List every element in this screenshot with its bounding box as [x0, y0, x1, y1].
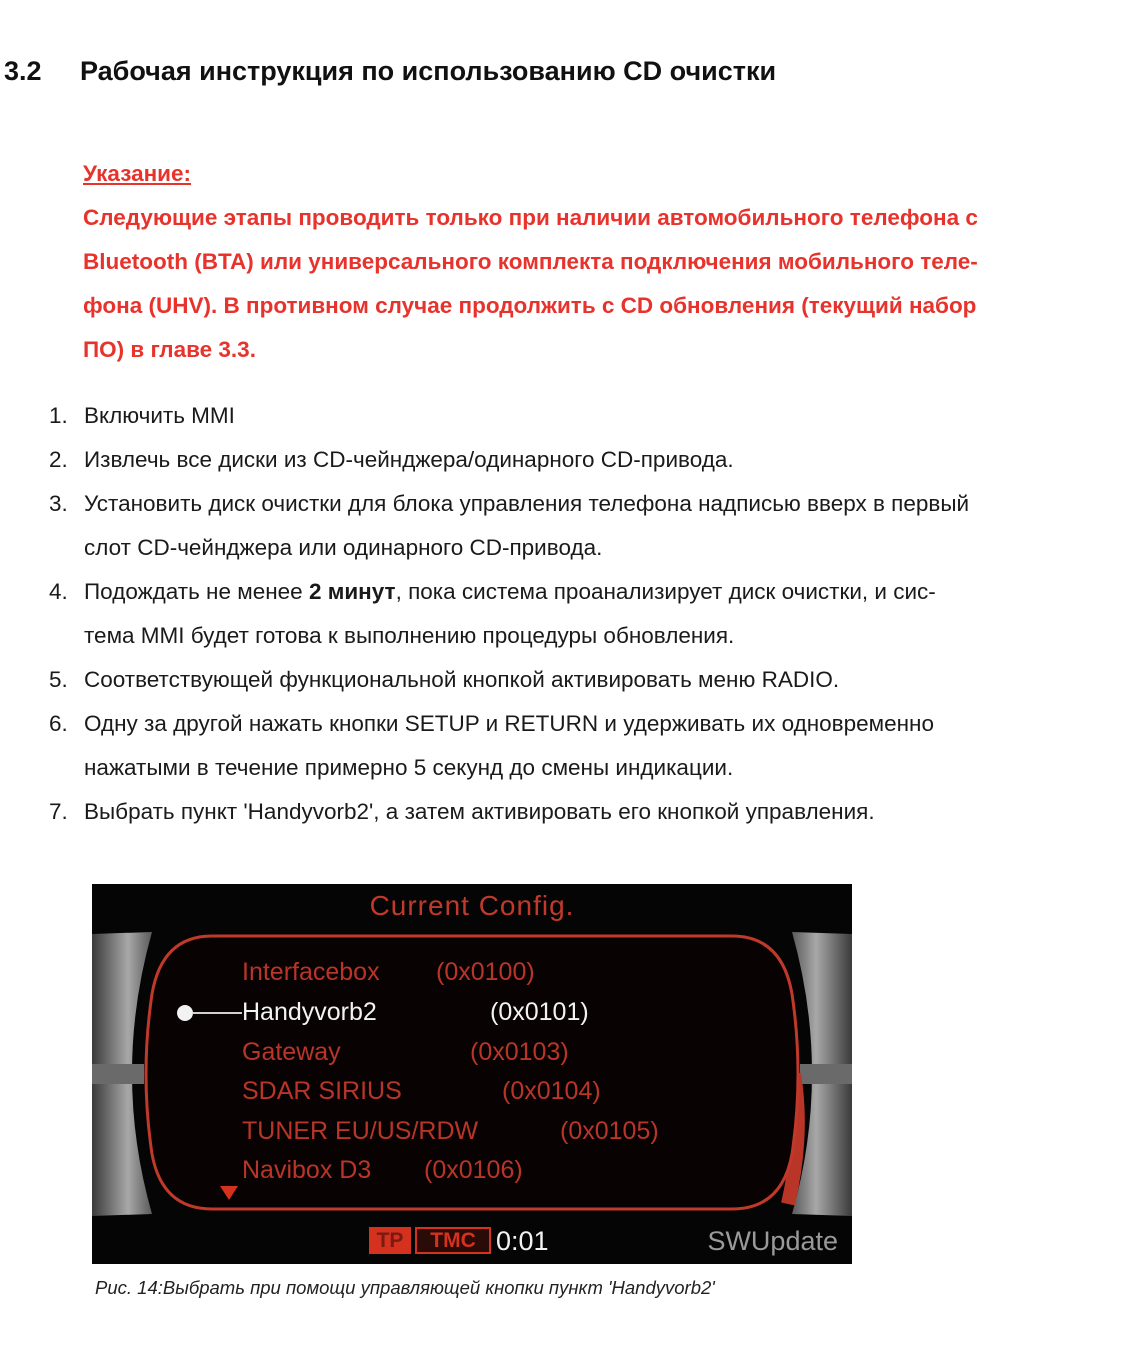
step-item: [0, 570, 1125, 658]
step-number: 2.: [49, 447, 68, 472]
menu-item-code: (0x0106): [424, 1156, 523, 1184]
step-text-post: , пока система проанализирует диск очистки, и сис-: [395, 579, 936, 604]
step-text: Установить диск очистки для блока управления телефона надписью вверх в первый: [84, 491, 970, 516]
menu-item-code: (0x0104): [502, 1077, 601, 1105]
menu-item-name: TUNER EU/US/RDW: [242, 1117, 479, 1145]
status-bar: [92, 1222, 852, 1262]
menu-item-name: Interfacebox: [242, 958, 380, 986]
status-mode: SWUpdate: [707, 1226, 838, 1256]
step-text: Включить MMI: [84, 403, 235, 428]
menu-item-code: (0x0103): [470, 1038, 569, 1066]
step-text-bold: 2 минут: [308, 579, 396, 604]
menu-item-code: (0x0100): [436, 958, 535, 986]
note-line: Bluetooth (BTA) или универсального комплекта подключения мобильного теле-: [83, 249, 978, 274]
status-time: 0:01: [496, 1226, 549, 1256]
menu-item-name: SDAR SIRIUS: [242, 1077, 402, 1105]
step-number: 5.: [49, 667, 68, 692]
step-number: 4.: [49, 579, 68, 604]
note-line: ПО) в главе 3.3.: [83, 337, 256, 362]
screen-frame: [92, 884, 852, 1264]
figure-caption: Рис. 14:Выбрать при помощи управляющей кнопки пункт 'Handyvorb2': [95, 1277, 715, 1298]
menu-item-handyvorb2[interactable]: [242, 998, 589, 1027]
step-text-pre: Подождать не менее: [84, 579, 309, 604]
menu-item-navibox[interactable]: [242, 1156, 523, 1185]
step-item: [0, 790, 1125, 834]
step-item: [0, 702, 1125, 790]
menu-item-code: (0x0101): [490, 998, 589, 1026]
note-title: Указание:: [83, 161, 192, 186]
step-number: 1.: [49, 403, 68, 428]
screen-title: Current Config.: [369, 890, 575, 921]
step-text: Выбрать пункт 'Handyvorb2', а затем активировать его кнопкой управления.: [84, 799, 875, 824]
step-item: [0, 438, 1125, 482]
step-number: 7.: [49, 799, 68, 824]
step-text: Соответствующей функциональной кнопкой активировать меню RADIO.: [84, 667, 840, 692]
step-text: Извлечь все диски из CD-чейнджера/одинарного CD-привода.: [84, 447, 734, 472]
step-number: 6.: [49, 711, 68, 736]
step-text: Одну за другой нажать кнопки SETUP и RETURN и удерживать их одновременно: [84, 711, 935, 736]
tmc-badge: TMC: [415, 1227, 491, 1254]
step-text: слот CD-чейнджера или одинарного CD-привода.: [84, 535, 603, 560]
note-line: Следующие этапы проводить только при наличии автомобильного телефона с: [83, 205, 978, 230]
steps-list: [0, 394, 1125, 834]
note-block: [83, 152, 1103, 372]
menu-item-interfacebox[interactable]: [242, 958, 535, 987]
menu-item-gateway[interactable]: [242, 1038, 569, 1067]
section-title: Рабочая инструкция по использованию CD очистки: [80, 56, 777, 86]
step-text: [84, 570, 1125, 614]
section-heading: [4, 56, 776, 87]
tp-badge: TP: [369, 1227, 411, 1254]
note-line: фона (UHV). В противном случае продолжить с CD обновления (текущий набор: [83, 293, 977, 318]
step-number: 3.: [49, 491, 68, 516]
selection-dot-icon: [177, 1005, 193, 1021]
step-item: [0, 482, 1125, 570]
menu-item-name: Handyvorb2: [242, 998, 377, 1026]
step-item: [0, 394, 1125, 438]
section-number: 3.2: [4, 56, 42, 86]
menu-item-code: (0x0105): [560, 1117, 659, 1145]
menu-item-name: Navibox D3: [242, 1156, 372, 1184]
step-text: нажатыми в течение примерно 5 секунд до смены индикации.: [84, 755, 734, 780]
step-item: [0, 658, 1125, 702]
menu-item-tuner[interactable]: [242, 1117, 659, 1146]
menu-item-sdar-sirius[interactable]: [242, 1077, 601, 1106]
step-text: тема MMI будет готова к выполнению процедуры обновления.: [84, 623, 735, 648]
mmi-screen: [92, 884, 852, 1264]
menu-item-name: Gateway: [242, 1038, 341, 1066]
